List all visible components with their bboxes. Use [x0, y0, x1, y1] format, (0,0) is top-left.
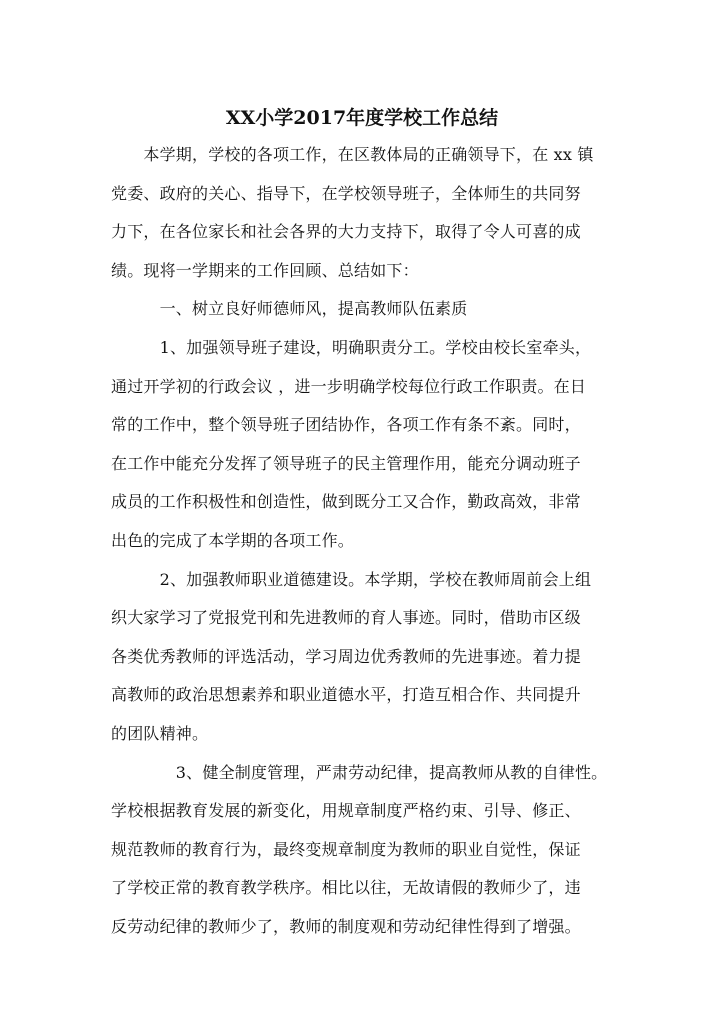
body-line: 成员的工作积极性和创造性，做到既分工又合作，勤政高效，非常 — [111, 492, 581, 511]
body-line: 各类优秀教师的评选活动，学习周边优秀教师的先进事迹。着力提 — [111, 647, 581, 666]
body-line: 2、加强教师职业道德建设。本学期，学校在教师周前会上组 — [111, 570, 592, 589]
body-line: 党委、政府的关心、指导下，在学校领导班子，全体师生的共同努 — [111, 184, 581, 203]
body-line: 学校根据教育发展的新变化，用规章制度严格约束、引导、修正、 — [111, 801, 581, 820]
document-title: XX小学2017年度学校工作总结 — [225, 107, 499, 129]
body-line: 了学校正常的教育教学秩序。相比以往，无故请假的教师少了，违 — [111, 878, 581, 897]
body-line: 规范教师的教育行为，最终变规章制度为教师的职业自觉性，保证 — [111, 840, 581, 859]
body-line: 出色的完成了本学期的各项工作。 — [111, 531, 355, 550]
body-line: 织大家学习了党报党刊和先进教师的育人事迹。同时，借助市区级 — [111, 608, 581, 627]
body-line: 的团队精神。 — [111, 724, 209, 743]
section-heading: 一、树立良好师德师风，提高教师队伍素质 — [111, 299, 468, 318]
body-line: 本学期，学校的各项工作，在区教体局的正确领导下，在 xx 镇 — [111, 145, 594, 164]
body-line: 绩。现将一学期来的工作回顾、总结如下： — [111, 261, 419, 280]
body-line: 力下，在各位家长和社会各界的大力支持下，取得了令人可喜的成 — [111, 222, 581, 241]
body-line: 1、加强领导班子建设，明确职责分工。学校由校长室牵头， — [111, 338, 592, 357]
body-line: 在工作中能充分发挥了领导班子的民主管理作用，能充分调动班子 — [111, 454, 581, 473]
body-line: 反劳动纪律的教师少了，教师的制度观和劳动纪律性得到了增强。 — [111, 917, 581, 936]
body-line: 高教师的政治思想素养和职业道德水平，打造互相合作、共同提升 — [111, 685, 581, 704]
body-line: 常的工作中，整个领导班子团结协作，各项工作有条不紊。同时， — [111, 415, 581, 434]
body-line: 3、健全制度管理，严肃劳动纪律，提高教师从教的自律性。 — [111, 763, 608, 782]
body-line: 通过开学初的行政会议 ，进一步明确学校每位行政工作职责。在日 — [111, 377, 587, 396]
